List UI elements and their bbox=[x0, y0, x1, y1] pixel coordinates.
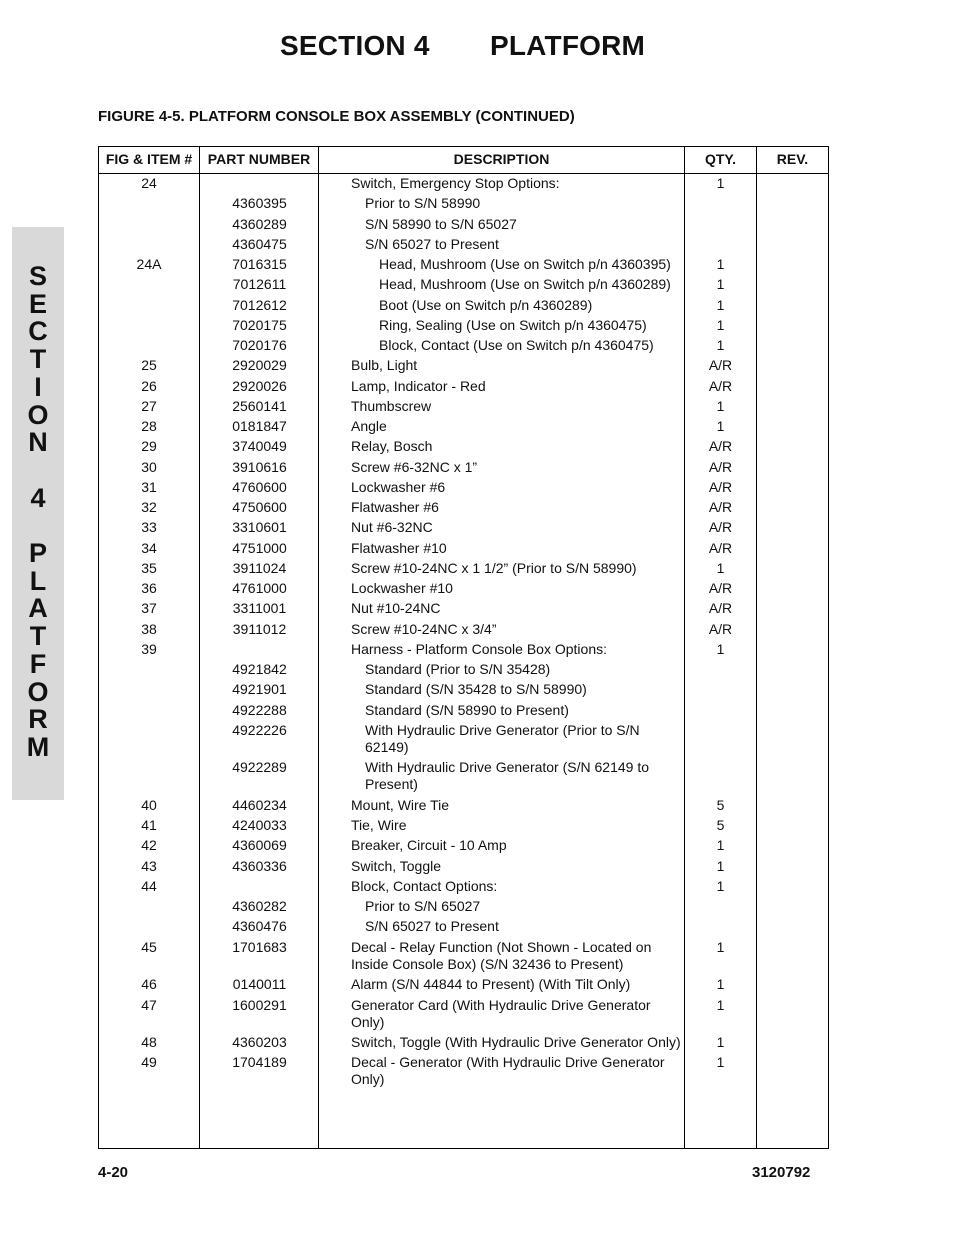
description-cell: Switch, Emergency Stop Options: bbox=[351, 175, 560, 191]
description-cell: Block, Contact (Use on Switch p/n 4360475) bbox=[379, 337, 654, 353]
description-cell: Standard (Prior to S/N 35428) bbox=[365, 661, 551, 677]
part-number-cell: 4921901 bbox=[232, 681, 287, 698]
item-cell: 24A bbox=[136, 256, 162, 272]
qty-cell: 1 bbox=[716, 976, 725, 993]
qty-cell: 1 bbox=[716, 938, 725, 955]
item-cell: 28 bbox=[141, 418, 157, 434]
description-cell: Lamp, Indicator - Red bbox=[351, 377, 486, 394]
description-cell: Lockwasher #6 bbox=[351, 478, 446, 495]
part-number-cell: 4360475 bbox=[232, 235, 287, 252]
column-divider bbox=[756, 147, 757, 1148]
section-side-tab bbox=[12, 227, 64, 800]
part-number-cell: 2920026 bbox=[232, 377, 287, 394]
side-tab-letters bbox=[12, 263, 64, 762]
part-number-cell: 1600291 bbox=[232, 996, 287, 1013]
description-cell: Switch, Toggle bbox=[351, 857, 442, 874]
qty-cell: 1 bbox=[716, 559, 725, 576]
part-number-cell: 4921842 bbox=[232, 661, 287, 677]
qty-cell: A/R bbox=[708, 519, 733, 536]
qty-cell: 1 bbox=[716, 1034, 725, 1051]
item-cell: 43 bbox=[141, 857, 157, 874]
column-header-qty: QTY. bbox=[704, 151, 737, 167]
part-number-cell: 4360203 bbox=[232, 1034, 287, 1051]
part-number-cell: 4922226 bbox=[232, 721, 287, 738]
description-cell: Ring, Sealing (Use on Switch p/n 4360475) bbox=[379, 316, 647, 333]
qty-cell: 1 bbox=[716, 397, 725, 414]
part-number-cell: 3910616 bbox=[232, 458, 287, 475]
qty-cell: A/R bbox=[708, 539, 733, 556]
qty-cell: 1 bbox=[716, 337, 725, 353]
parts-table bbox=[98, 146, 829, 1149]
qty-cell: A/R bbox=[708, 438, 733, 455]
item-cell: 47 bbox=[141, 996, 157, 1013]
description-cell: Breaker, Circuit - 10 Amp bbox=[351, 837, 507, 854]
qty-cell: A/R bbox=[708, 458, 733, 475]
description-cell: Nut #10-24NC bbox=[351, 600, 441, 617]
description-cell: Decal - Relay Function (Not Shown - Located on Inside Console Box) (S/N 32436 to Present) bbox=[351, 938, 652, 972]
side-tab-letter: O bbox=[27, 676, 49, 707]
description-cell: With Hydraulic Drive Generator (S/N 62149 to Present) bbox=[365, 759, 649, 793]
qty-cell: 1 bbox=[716, 296, 725, 313]
qty-cell: 5 bbox=[716, 817, 725, 834]
column-header-rev: REV. bbox=[776, 151, 809, 167]
qty-cell: 1 bbox=[716, 877, 725, 894]
item-cell: 46 bbox=[141, 976, 157, 993]
part-number-cell: 4760600 bbox=[232, 478, 287, 495]
document-number: 3120792 bbox=[752, 1164, 811, 1181]
part-number-cell: 0181847 bbox=[232, 418, 287, 434]
qty-cell: A/R bbox=[708, 499, 733, 515]
qty-cell: A/R bbox=[708, 478, 733, 495]
part-number-cell: 3311001 bbox=[232, 600, 287, 617]
item-cell: 26 bbox=[141, 377, 157, 394]
description-cell: Switch, Toggle (With Hydraulic Drive Generator Only) bbox=[351, 1034, 681, 1051]
part-number-cell: 4751000 bbox=[232, 539, 287, 556]
item-cell: 24 bbox=[141, 175, 157, 191]
side-tab-letter bbox=[12, 457, 64, 485]
part-number-cell: 4922289 bbox=[232, 759, 287, 776]
qty-cell: A/R bbox=[708, 580, 733, 596]
description-cell: Alarm (S/N 44844 to Present) (With Tilt Only) bbox=[351, 976, 631, 993]
part-number-cell: 4360336 bbox=[232, 857, 287, 874]
qty-cell: A/R bbox=[708, 357, 733, 374]
description-cell: Decal - Generator (With Hydraulic Drive Generator Only) bbox=[351, 1054, 665, 1088]
description-cell: Generator Card (With Hydraulic Drive Generator Only) bbox=[351, 996, 651, 1030]
qty-cell: 1 bbox=[716, 316, 725, 333]
qty-cell: 1 bbox=[716, 276, 725, 293]
part-number-cell: 4240033 bbox=[232, 817, 287, 834]
item-cell: 45 bbox=[141, 938, 157, 955]
part-number-cell: 1704189 bbox=[232, 1054, 287, 1071]
description-cell: S/N 58990 to S/N 65027 bbox=[365, 215, 517, 232]
side-tab-letter: F bbox=[29, 648, 47, 679]
qty-cell: 1 bbox=[716, 1054, 725, 1071]
column-header-item: FIG & ITEM # bbox=[105, 151, 193, 167]
part-number-cell: 4750600 bbox=[232, 499, 287, 515]
side-tab-letter: P bbox=[28, 538, 47, 569]
description-cell: Standard (S/N 58990 to Present) bbox=[365, 701, 569, 718]
side-tab-letter: R bbox=[28, 704, 48, 735]
page-number: 4-20 bbox=[98, 1164, 129, 1181]
part-number-cell: 4360282 bbox=[232, 898, 287, 915]
item-cell: 37 bbox=[141, 600, 157, 617]
item-cell: 29 bbox=[141, 438, 157, 455]
side-tab-letter: L bbox=[29, 565, 47, 596]
item-cell: 31 bbox=[141, 478, 157, 495]
description-cell: Block, Contact Options: bbox=[351, 877, 498, 894]
description-cell: S/N 65027 to Present bbox=[365, 918, 499, 935]
side-tab-letter: T bbox=[29, 344, 47, 375]
side-tab-letter: C bbox=[28, 316, 48, 347]
item-cell: 39 bbox=[141, 640, 157, 657]
part-number-cell: 0140011 bbox=[232, 976, 287, 993]
part-number-cell: 2920029 bbox=[232, 357, 287, 374]
part-number-cell: 4360289 bbox=[232, 215, 287, 232]
column-header-part-number: PART NUMBER bbox=[207, 151, 311, 167]
item-cell: 49 bbox=[141, 1054, 157, 1071]
section-number: SECTION 4 bbox=[280, 30, 430, 61]
description-cell: Prior to S/N 65027 bbox=[365, 898, 481, 915]
description-cell: Standard (S/N 35428 to S/N 58990) bbox=[365, 681, 587, 698]
part-number-cell: 7020176 bbox=[232, 337, 287, 353]
table-header bbox=[99, 147, 828, 174]
part-number-cell: 1701683 bbox=[232, 938, 287, 955]
qty-cell: A/R bbox=[708, 377, 733, 394]
side-tab-letter: T bbox=[29, 621, 47, 652]
description-cell: Flatwasher #6 bbox=[351, 499, 439, 515]
description-cell: Head, Mushroom (Use on Switch p/n 4360395) bbox=[379, 256, 671, 272]
item-cell: 40 bbox=[141, 796, 157, 813]
item-cell: 42 bbox=[141, 837, 157, 854]
qty-cell: 1 bbox=[716, 418, 725, 434]
part-number-cell: 3310601 bbox=[232, 519, 287, 536]
part-number-cell: 7020175 bbox=[232, 316, 287, 333]
part-number-cell: 3911024 bbox=[232, 559, 287, 576]
side-tab-letter: E bbox=[28, 288, 47, 319]
description-cell: Prior to S/N 58990 bbox=[365, 195, 481, 212]
description-cell: Nut #6-32NC bbox=[351, 519, 433, 536]
description-cell: Screw #10-24NC x 1 1/2” (Prior to S/N 58990) bbox=[351, 559, 637, 576]
description-cell: Bulb, Light bbox=[351, 357, 418, 374]
description-cell: S/N 65027 to Present bbox=[365, 235, 499, 252]
description-cell: Tie, Wire bbox=[351, 817, 407, 834]
item-cell: 32 bbox=[141, 499, 157, 515]
item-cell: 33 bbox=[141, 519, 157, 536]
part-number-cell: 4460234 bbox=[232, 796, 287, 813]
qty-cell: 1 bbox=[716, 175, 725, 191]
part-number-cell: 4360395 bbox=[232, 195, 287, 212]
section-name: PLATFORM bbox=[490, 30, 646, 61]
qty-cell: A/R bbox=[708, 600, 733, 617]
qty-cell: A/R bbox=[708, 620, 733, 637]
part-number-cell: 2560141 bbox=[232, 397, 287, 414]
description-cell: Screw #6-32NC x 1” bbox=[351, 458, 478, 475]
side-tab-letter: N bbox=[28, 427, 48, 458]
side-tab-letter: I bbox=[34, 371, 42, 402]
part-number-cell: 4360069 bbox=[232, 837, 287, 854]
side-tab-letter: 4 bbox=[30, 482, 46, 513]
qty-cell: 1 bbox=[716, 256, 725, 272]
qty-cell: 1 bbox=[716, 640, 725, 657]
side-tab-letter: M bbox=[26, 731, 50, 762]
qty-cell: 1 bbox=[716, 857, 725, 874]
description-cell: Angle bbox=[351, 418, 387, 434]
description-cell: Lockwasher #10 bbox=[351, 580, 453, 596]
description-cell: Screw #10-24NC x 3/4” bbox=[351, 620, 497, 637]
part-number-cell: 3740049 bbox=[232, 438, 287, 455]
qty-cell: 1 bbox=[716, 837, 725, 854]
item-cell: 41 bbox=[141, 817, 157, 834]
description-cell: Mount, Wire Tie bbox=[351, 796, 450, 813]
side-tab-letter bbox=[12, 512, 64, 540]
part-number-cell: 7012612 bbox=[232, 296, 287, 313]
item-cell: 36 bbox=[141, 580, 157, 596]
item-cell: 25 bbox=[141, 357, 157, 374]
column-header-description: DESCRIPTION bbox=[453, 151, 550, 167]
item-cell: 35 bbox=[141, 559, 157, 576]
item-cell: 27 bbox=[141, 397, 157, 414]
item-cell: 38 bbox=[141, 620, 157, 637]
description-cell: Flatwasher #10 bbox=[351, 539, 447, 556]
side-tab-letter: O bbox=[27, 399, 49, 430]
item-cell: 44 bbox=[141, 877, 157, 894]
part-number-cell: 3911012 bbox=[232, 620, 287, 637]
part-number-cell: 4922288 bbox=[232, 701, 287, 718]
side-tab-letter: S bbox=[28, 261, 47, 291]
description-cell: With Hydraulic Drive Generator (Prior to S/N 62149) bbox=[365, 721, 640, 755]
description-cell: Boot (Use on Switch p/n 4360289) bbox=[379, 296, 593, 313]
item-cell: 30 bbox=[141, 458, 157, 475]
part-number-cell: 4360476 bbox=[232, 918, 287, 935]
part-number-cell: 4761000 bbox=[232, 580, 287, 596]
qty-cell: 1 bbox=[716, 996, 725, 1013]
description-cell: Head, Mushroom (Use on Switch p/n 4360289) bbox=[379, 276, 671, 293]
figure-caption: FIGURE 4-5. PLATFORM CONSOLE BOX ASSEMBLY (CONTINUED) bbox=[98, 108, 575, 125]
side-tab-letter: A bbox=[28, 593, 48, 624]
part-number-cell: 7016315 bbox=[232, 256, 287, 272]
item-cell: 48 bbox=[141, 1034, 157, 1051]
description-cell: Thumbscrew bbox=[351, 397, 432, 414]
description-cell: Harness - Platform Console Box Options: bbox=[351, 640, 607, 657]
item-cell: 34 bbox=[141, 539, 157, 556]
description-cell: Relay, Bosch bbox=[351, 438, 433, 455]
qty-cell: 5 bbox=[716, 796, 725, 813]
part-number-cell: 7012611 bbox=[232, 276, 287, 293]
